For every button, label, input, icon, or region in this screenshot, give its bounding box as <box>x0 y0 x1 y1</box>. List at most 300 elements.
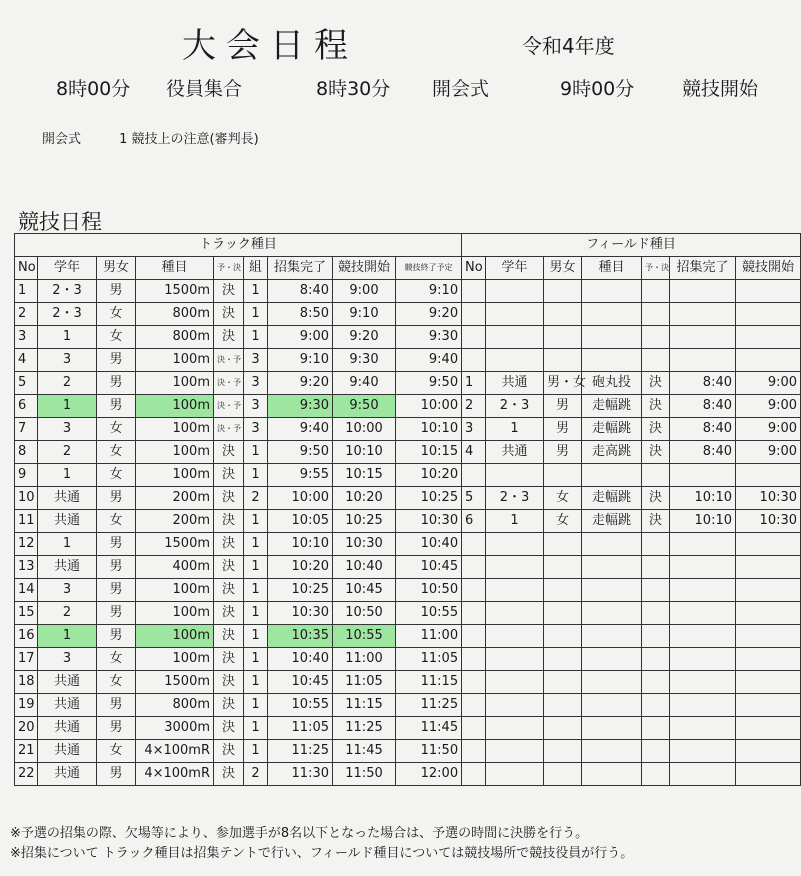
field-cell: 9:00 <box>736 418 801 441</box>
track-cell: 9:20 <box>268 372 333 395</box>
track-cell: 9:40 <box>268 418 333 441</box>
track-cell: 共通 <box>38 740 97 763</box>
field-cell <box>642 717 670 740</box>
field-cell: 2・3 <box>486 487 544 510</box>
track-cell: 1 <box>244 556 268 579</box>
field-cell <box>582 464 642 487</box>
track-cell: 決 <box>214 694 244 717</box>
track-cell: 11:00 <box>396 625 462 648</box>
track-cell: 2 <box>244 487 268 510</box>
field-cell: 女 <box>544 510 582 533</box>
track-cell: 男 <box>97 602 136 625</box>
track-cell: 女 <box>97 441 136 464</box>
track-cell: 10:00 <box>396 395 462 418</box>
field-cell: 走幅跳 <box>582 510 642 533</box>
track-cell: 3 <box>38 418 97 441</box>
track-cell: 9:00 <box>333 280 396 303</box>
field-cell <box>462 671 486 694</box>
field-cell: 6 <box>462 510 486 533</box>
track-cell: 10:10 <box>396 418 462 441</box>
table-row <box>462 418 801 441</box>
track-cell: 11:25 <box>268 740 333 763</box>
track-cell: 9:20 <box>333 326 396 349</box>
table-row <box>15 625 462 648</box>
track-cell: 共通 <box>38 671 97 694</box>
track-cell: 10:45 <box>396 556 462 579</box>
footnote-prelim: ※予選の招集の際、欠場等により、参加選手が8名以下となった場合は、予選の時間に決勝を行う。 <box>10 826 589 841</box>
field-cell <box>582 280 642 303</box>
table-row <box>15 740 462 763</box>
track-cell: 女 <box>97 671 136 694</box>
track-cell: 8:50 <box>268 303 333 326</box>
field-cell <box>462 648 486 671</box>
field-cell <box>642 280 670 303</box>
track-cell: 男 <box>97 556 136 579</box>
table-row <box>15 418 462 441</box>
field-cell <box>582 533 642 556</box>
field-cell: 決 <box>642 487 670 510</box>
field-cell <box>544 303 582 326</box>
field-cell: 9:00 <box>736 372 801 395</box>
field-column-header: 学年 <box>486 257 544 280</box>
field-cell <box>544 671 582 694</box>
table-row <box>15 510 462 533</box>
table-row <box>462 625 801 648</box>
track-cell: 共通 <box>38 510 97 533</box>
track-cell: 1 <box>244 280 268 303</box>
track-cell: 2・3 <box>38 303 97 326</box>
field-cell: 9:00 <box>736 441 801 464</box>
track-cell: 決 <box>214 602 244 625</box>
field-events-table <box>461 233 801 786</box>
track-cell: 男 <box>97 349 136 372</box>
track-cell: 1 <box>38 533 97 556</box>
track-cell: 100m <box>136 349 214 372</box>
track-cell: 9 <box>15 464 38 487</box>
track-cell: 10:40 <box>333 556 396 579</box>
field-column-header: 競技開始 <box>736 257 801 280</box>
track-cell: 女 <box>97 418 136 441</box>
field-cell: 8:40 <box>670 418 736 441</box>
track-column-header: 予・決 <box>214 257 244 280</box>
table-row <box>15 671 462 694</box>
track-cell: 9:40 <box>333 372 396 395</box>
track-cell: 1 <box>244 326 268 349</box>
field-cell: 2 <box>462 395 486 418</box>
track-cell: 800m <box>136 694 214 717</box>
track-cell: 3 <box>244 418 268 441</box>
field-cell <box>736 740 801 763</box>
track-cell: 1 <box>244 464 268 487</box>
track-cell: 男 <box>97 717 136 740</box>
track-cell: 決 <box>214 671 244 694</box>
track-cell: 10 <box>15 487 38 510</box>
field-column-header: 種目 <box>582 257 642 280</box>
schedule-time-start: 9時00分 <box>560 78 635 100</box>
field-cell <box>670 303 736 326</box>
track-cell: 9:00 <box>268 326 333 349</box>
track-cell: 10:25 <box>268 579 333 602</box>
track-cell: 100m <box>136 441 214 464</box>
track-cell: 17 <box>15 648 38 671</box>
track-cell: 決 <box>214 510 244 533</box>
field-cell <box>544 326 582 349</box>
track-column-header: No <box>15 257 38 280</box>
field-cell <box>736 763 801 786</box>
track-cell: 3 <box>244 372 268 395</box>
table-row <box>462 740 801 763</box>
field-cell <box>736 556 801 579</box>
track-cell: 決 <box>214 303 244 326</box>
track-cell: 9:50 <box>268 441 333 464</box>
field-cell <box>462 533 486 556</box>
field-cell <box>486 602 544 625</box>
track-cell: 100m <box>136 579 214 602</box>
track-cell: 10:40 <box>268 648 333 671</box>
track-cell: 14 <box>15 579 38 602</box>
track-cell: 11:05 <box>333 671 396 694</box>
field-cell <box>486 349 544 372</box>
field-cell <box>582 740 642 763</box>
track-cell: 決・予 <box>214 395 244 418</box>
field-cell: 2・3 <box>486 395 544 418</box>
track-cell: 1500m <box>136 280 214 303</box>
field-cell <box>544 349 582 372</box>
field-cell <box>486 556 544 579</box>
track-cell: 3 <box>244 349 268 372</box>
track-cell: 決 <box>214 280 244 303</box>
track-cell: 100m <box>136 395 214 418</box>
field-cell: 共通 <box>486 372 544 395</box>
track-cell: 1 <box>244 671 268 694</box>
field-cell <box>462 464 486 487</box>
track-cell: 100m <box>136 602 214 625</box>
field-cell <box>642 625 670 648</box>
table-row <box>462 441 801 464</box>
track-cell: 決 <box>214 441 244 464</box>
track-cell: 決 <box>214 487 244 510</box>
field-cell <box>582 579 642 602</box>
field-cell: 10:10 <box>670 510 736 533</box>
field-cell: 男 <box>544 441 582 464</box>
track-cell: 共通 <box>38 556 97 579</box>
track-cell: 女 <box>97 326 136 349</box>
track-cell: 11:45 <box>333 740 396 763</box>
field-cell: 4 <box>462 441 486 464</box>
track-cell: 1 <box>38 464 97 487</box>
track-cell: 女 <box>97 510 136 533</box>
track-cell: 決 <box>214 579 244 602</box>
track-cell: 9:50 <box>333 395 396 418</box>
field-cell <box>544 556 582 579</box>
schedule-event-start: 競技開始 <box>682 78 759 100</box>
track-cell: 9:30 <box>268 395 333 418</box>
field-cell <box>670 349 736 372</box>
field-cell <box>670 602 736 625</box>
field-cell <box>642 740 670 763</box>
field-cell <box>582 763 642 786</box>
table-row <box>15 372 462 395</box>
field-cell: 走幅跳 <box>582 418 642 441</box>
field-cell <box>736 533 801 556</box>
track-cell: 1 <box>244 510 268 533</box>
field-cell: 9:00 <box>736 395 801 418</box>
track-cell: 11:15 <box>396 671 462 694</box>
track-cell: 男 <box>97 487 136 510</box>
field-cell <box>670 763 736 786</box>
table-row <box>15 648 462 671</box>
track-cell: 12 <box>15 533 38 556</box>
table-row <box>15 487 462 510</box>
field-cell <box>736 349 801 372</box>
track-cell: 10:00 <box>333 418 396 441</box>
table-row <box>462 395 801 418</box>
track-cell: 1500m <box>136 533 214 556</box>
field-cell <box>670 280 736 303</box>
track-cell: 1 <box>244 602 268 625</box>
field-cell <box>670 464 736 487</box>
table-row <box>15 280 462 303</box>
field-cell <box>582 648 642 671</box>
field-header-row <box>462 257 801 280</box>
table-row <box>15 694 462 717</box>
track-cell: 女 <box>97 464 136 487</box>
track-column-header: 招集完了 <box>268 257 333 280</box>
table-row <box>462 326 801 349</box>
track-cell: 決 <box>214 740 244 763</box>
footnote-call: ※招集について トラック種目は招集テントで行い、フィールド種目については競技場所で競技役員が行う。 <box>10 846 634 861</box>
track-cell: 1 <box>244 648 268 671</box>
field-cell <box>642 648 670 671</box>
field-cell <box>582 602 642 625</box>
field-cell <box>670 717 736 740</box>
track-cell: 1 <box>244 303 268 326</box>
field-column-header: 招集完了 <box>670 257 736 280</box>
track-cell: 女 <box>97 303 136 326</box>
track-cell: 9:50 <box>396 372 462 395</box>
track-cell: 1 <box>244 441 268 464</box>
field-cell <box>462 763 486 786</box>
field-cell <box>462 717 486 740</box>
track-cell: 9:30 <box>396 326 462 349</box>
field-cell <box>736 648 801 671</box>
field-cell <box>544 464 582 487</box>
field-cell <box>486 717 544 740</box>
field-cell <box>544 579 582 602</box>
table-row <box>462 533 801 556</box>
track-cell: 100m <box>136 648 214 671</box>
track-cell: 11:50 <box>396 740 462 763</box>
track-cell: 11:50 <box>333 763 396 786</box>
field-cell <box>642 326 670 349</box>
field-cell: 8:40 <box>670 395 736 418</box>
field-cell <box>642 303 670 326</box>
field-cell: 10:30 <box>736 510 801 533</box>
track-cell: 9:10 <box>396 280 462 303</box>
track-cell: 9:55 <box>268 464 333 487</box>
track-cell: 9:10 <box>333 303 396 326</box>
field-cell <box>736 579 801 602</box>
field-cell: 1 <box>486 418 544 441</box>
field-cell: 男・女 <box>544 372 582 395</box>
track-cell: 11:00 <box>333 648 396 671</box>
track-cell: 11:30 <box>268 763 333 786</box>
track-cell: 9:30 <box>333 349 396 372</box>
track-cell: 9:20 <box>396 303 462 326</box>
schedule-event-assembly: 役員集合 <box>166 78 243 100</box>
track-cell: 10:45 <box>333 579 396 602</box>
table-row <box>462 648 801 671</box>
field-cell: 決 <box>642 372 670 395</box>
track-cell: 100m <box>136 418 214 441</box>
field-cell <box>582 694 642 717</box>
field-cell: 決 <box>642 395 670 418</box>
field-column-header: 男女 <box>544 257 582 280</box>
table-row <box>462 556 801 579</box>
track-cell: 21 <box>15 740 38 763</box>
table-row <box>15 533 462 556</box>
track-cell: 1 <box>244 694 268 717</box>
track-cell: 10:50 <box>333 602 396 625</box>
field-cell <box>642 694 670 717</box>
track-cell: 決 <box>214 464 244 487</box>
track-cell: 10:55 <box>333 625 396 648</box>
footnotes <box>10 824 633 864</box>
track-cell: 10:40 <box>396 533 462 556</box>
table-row <box>462 763 801 786</box>
field-cell <box>736 303 801 326</box>
table-row <box>462 717 801 740</box>
field-cell <box>544 740 582 763</box>
track-cell: 7 <box>15 418 38 441</box>
track-cell: 200m <box>136 510 214 533</box>
field-cell <box>736 671 801 694</box>
field-cell: 5 <box>462 487 486 510</box>
table-row <box>462 372 801 395</box>
track-cell: 800m <box>136 303 214 326</box>
field-cell: 1 <box>486 510 544 533</box>
field-cell <box>582 717 642 740</box>
track-cell: 10:15 <box>333 464 396 487</box>
table-row <box>462 280 801 303</box>
track-column-header: 組 <box>244 257 268 280</box>
field-cell <box>544 717 582 740</box>
track-cell: 10:50 <box>396 579 462 602</box>
field-cell <box>462 280 486 303</box>
track-cell: 6 <box>15 395 38 418</box>
field-cell: 8:40 <box>670 372 736 395</box>
track-cell: 男 <box>97 533 136 556</box>
track-column-header: 種目 <box>136 257 214 280</box>
track-cell: 2 <box>38 372 97 395</box>
track-cell: 1 <box>244 740 268 763</box>
track-cell: 100m <box>136 464 214 487</box>
schedule-time-opening: 8時30分 <box>316 78 391 100</box>
track-cell: 16 <box>15 625 38 648</box>
track-cell: 男 <box>97 579 136 602</box>
track-cell: 女 <box>97 648 136 671</box>
track-cell: 決 <box>214 533 244 556</box>
field-cell <box>486 694 544 717</box>
field-cell: 走幅跳 <box>582 395 642 418</box>
track-cell: 9:40 <box>396 349 462 372</box>
field-cell <box>544 694 582 717</box>
track-cell: 100m <box>136 625 214 648</box>
field-cell <box>736 280 801 303</box>
field-cell <box>486 579 544 602</box>
field-cell <box>670 579 736 602</box>
field-cell <box>642 671 670 694</box>
track-cell: 2 <box>244 763 268 786</box>
table-row <box>462 510 801 533</box>
field-cell <box>582 556 642 579</box>
track-cell: 決・予 <box>214 418 244 441</box>
table-row <box>462 602 801 625</box>
field-cell <box>736 326 801 349</box>
field-cell: 共通 <box>486 441 544 464</box>
track-cell: 3 <box>244 395 268 418</box>
field-cell <box>736 464 801 487</box>
track-cell: 女 <box>97 740 136 763</box>
track-cell: 共通 <box>38 487 97 510</box>
table-row <box>462 579 801 602</box>
track-cell: 2 <box>15 303 38 326</box>
field-cell <box>544 533 582 556</box>
field-cell <box>642 602 670 625</box>
track-cell: 男 <box>97 763 136 786</box>
field-cell <box>486 280 544 303</box>
table-row <box>15 579 462 602</box>
field-cell <box>670 694 736 717</box>
track-cell: 15 <box>15 602 38 625</box>
track-cell: 10:30 <box>396 510 462 533</box>
track-cell: 8 <box>15 441 38 464</box>
track-group-label: トラック種目 <box>15 234 462 257</box>
track-cell: 400m <box>136 556 214 579</box>
track-cell: 100m <box>136 372 214 395</box>
track-cell: 1500m <box>136 671 214 694</box>
track-cell: 10:20 <box>396 464 462 487</box>
field-cell <box>736 694 801 717</box>
track-cell: 1 <box>244 533 268 556</box>
schedule-time-assembly: 8時00分 <box>56 78 131 100</box>
track-cell: 10:05 <box>268 510 333 533</box>
field-cell <box>736 625 801 648</box>
table-row <box>462 694 801 717</box>
table-row <box>15 717 462 740</box>
field-cell <box>642 556 670 579</box>
track-cell: 3 <box>15 326 38 349</box>
table-row <box>462 487 801 510</box>
field-cell <box>736 602 801 625</box>
track-cell: 11:45 <box>396 717 462 740</box>
track-cell: 10:45 <box>268 671 333 694</box>
field-cell <box>486 533 544 556</box>
field-cell: 1 <box>462 372 486 395</box>
field-column-header: 予・決 <box>642 257 670 280</box>
field-cell <box>582 349 642 372</box>
track-cell: 12:00 <box>396 763 462 786</box>
table-row <box>15 464 462 487</box>
field-cell <box>486 740 544 763</box>
field-cell <box>486 625 544 648</box>
table-row <box>462 464 801 487</box>
track-cell: 2・3 <box>38 280 97 303</box>
field-cell: 女 <box>544 487 582 510</box>
field-cell <box>642 533 670 556</box>
field-cell <box>582 671 642 694</box>
field-cell <box>670 326 736 349</box>
